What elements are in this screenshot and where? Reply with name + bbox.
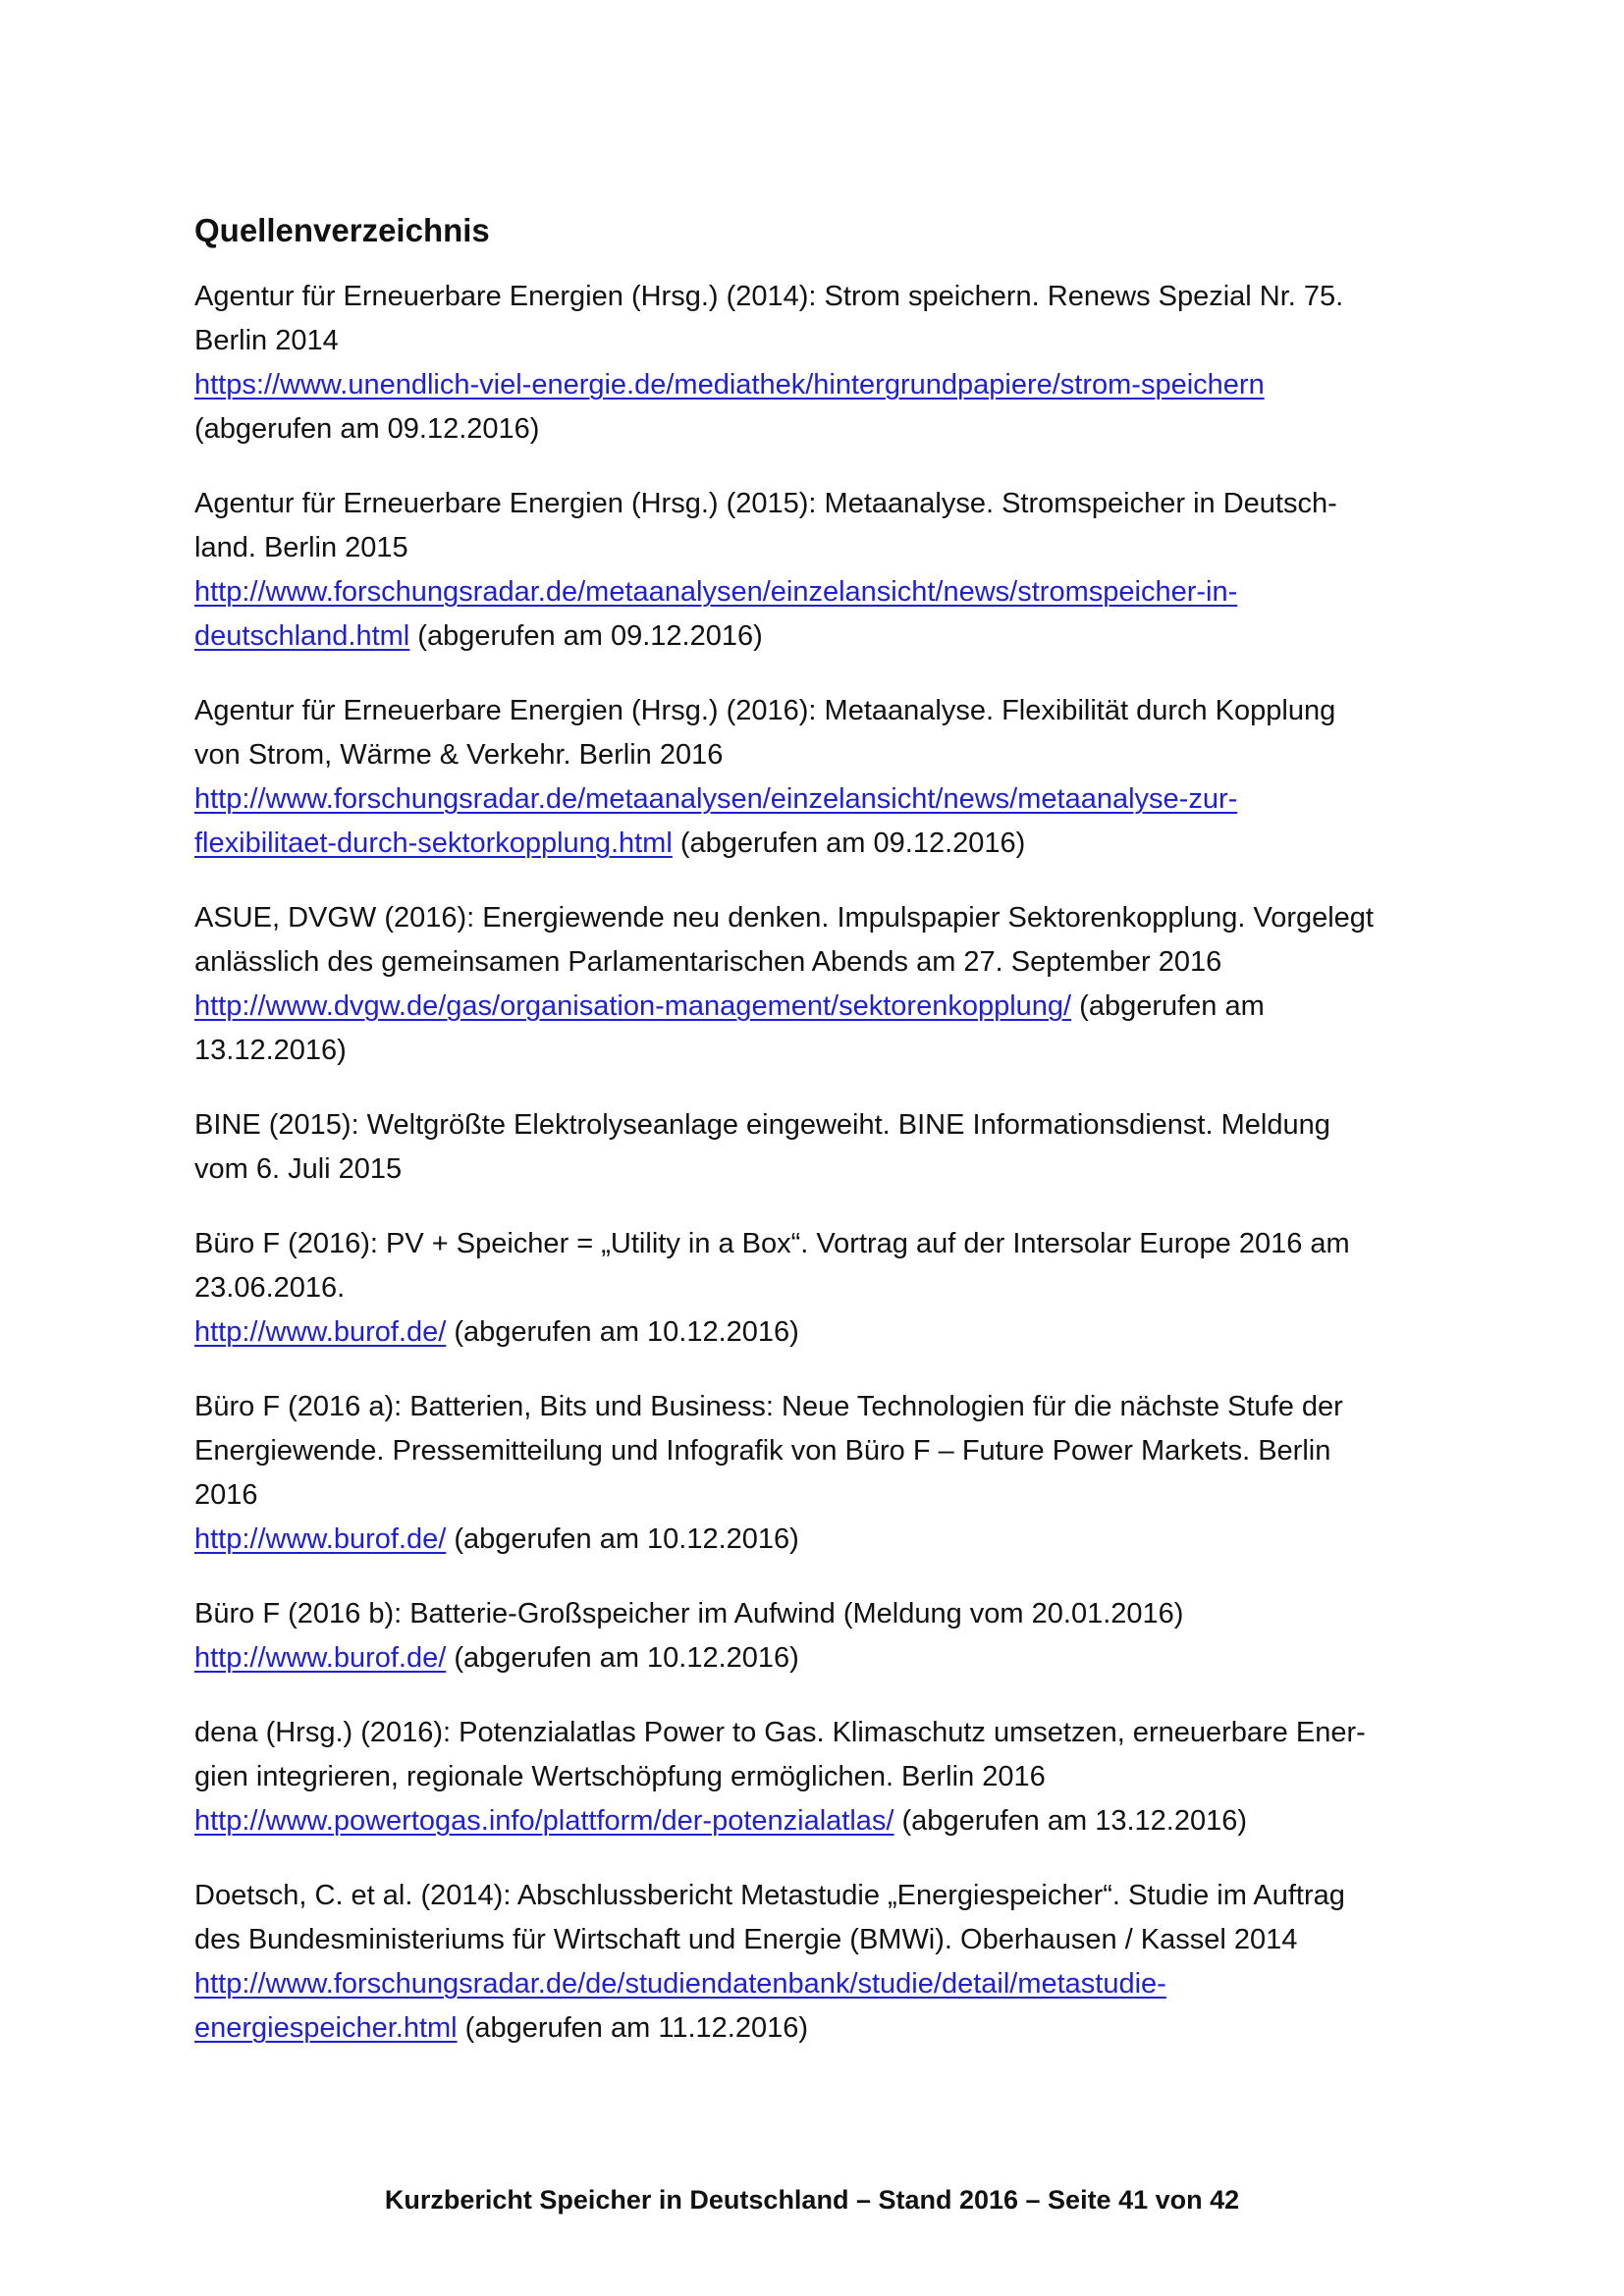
reference-entry — [194, 896, 1441, 1073]
reference-link[interactable]: http://www.forschungsradar.de/metaanalysen/einzelansicht/news/metaanalyse-zur- — [194, 783, 1238, 815]
reference-text: vom 6. Juli 2015 — [194, 1153, 403, 1185]
reference-entry — [194, 1592, 1441, 1681]
reference-entry — [194, 1103, 1441, 1192]
reference-text: anlässlich des gemeinsamen Parlamentarischen Abends am 27. September 2016 — [194, 946, 1222, 978]
retrieved-date: (abgerufen am 09.12.2016) — [194, 413, 540, 445]
reference-link[interactable]: flexibilitaet-durch-sektorkopplung.html — [194, 828, 673, 859]
retrieved-date: (abgerufen am 10.12.2016) — [446, 1642, 799, 1674]
reference-link[interactable]: http://www.dvgw.de/gas/organisation-management/sektorenkopplung/ — [194, 990, 1072, 1022]
reference-link[interactable]: http://www.burof.de/ — [194, 1316, 447, 1348]
reference-entry — [194, 1222, 1441, 1355]
reference-entry — [194, 1711, 1441, 1843]
reference-link[interactable]: http://www.forschungsradar.de/metaanalysen/einzelansicht/news/stromspeicher-in- — [194, 576, 1238, 608]
reference-link[interactable]: http://www.powertogas.info/plattform/der-potenzialatlas/ — [194, 1805, 894, 1837]
reference-text: von Strom, Wärme & Verkehr. Berlin 2016 — [194, 739, 724, 771]
reference-text: Büro F (2016 b): Batterie-Großspeicher im Aufwind (Meldung vom 20.01.2016) — [194, 1598, 1184, 1629]
retrieved-date: (abgerufen am 09.12.2016) — [409, 620, 763, 652]
reference-text: ASUE, DVGW (2016): Energiewende neu denken. Impulspapier Sektorenkopplung. Vorgelegt — [194, 902, 1374, 934]
retrieved-date: (abgerufen am 09.12.2016) — [672, 828, 1026, 859]
reference-text: 23.06.2016. — [194, 1272, 346, 1304]
reference-link[interactable]: http://www.burof.de/ — [194, 1642, 447, 1674]
reference-text: land. Berlin 2015 — [194, 532, 408, 563]
reference-text: Agentur für Erneuerbare Energien (Hrsg.) (2016): Metaanalyse. Flexibilität durch Kopplung — [194, 695, 1336, 726]
reference-text: Büro F (2016): PV + Speicher = „Utility in a Box“. Vortrag auf der Intersolar Europe 2016 am — [194, 1228, 1350, 1259]
retrieved-date: (abgerufen am 10.12.2016) — [446, 1523, 799, 1555]
reference-text: BINE (2015): Weltgrößte Elektrolyseanlage eingeweiht. BINE Informationsdienst. Meldung — [194, 1109, 1330, 1141]
reference-text: Doetsch, C. et al. (2014): Abschlussbericht Metastudie „Energiespeicher“. Studie im Auftrag — [194, 1880, 1345, 1911]
reference-text: 2016 — [194, 1479, 258, 1511]
reference-text: des Bundesministeriums für Wirtschaft und Energie (BMWi). Oberhausen / Kassel 2014 — [194, 1924, 1298, 1955]
reference-entry — [194, 689, 1441, 866]
retrieved-date: (abgerufen am — [1071, 990, 1265, 1022]
retrieved-date: 13.12.2016) — [194, 1035, 347, 1066]
document-page — [194, 208, 1441, 2081]
reference-text: Energiewende. Pressemitteilung und Infografik von Büro F – Future Power Markets. Berlin — [194, 1435, 1331, 1467]
reference-entry — [194, 1874, 1441, 2051]
reference-text: Agentur für Erneuerbare Energien (Hrsg.) (2015): Metaanalyse. Stromspeicher in Deutsch- — [194, 488, 1337, 519]
reference-link[interactable]: http://www.burof.de/ — [194, 1523, 447, 1555]
reference-link[interactable]: energiespeicher.html — [194, 2012, 458, 2044]
page-footer: Kurzbericht Speicher in Deutschland – Stand 2016 – Seite 41 von 42 — [384, 2185, 1240, 2215]
retrieved-date: (abgerufen am 13.12.2016) — [893, 1805, 1247, 1837]
retrieved-date: (abgerufen am 10.12.2016) — [446, 1316, 799, 1348]
reference-link[interactable]: http://www.forschungsradar.de/de/studiendatenbank/studie/detail/metastudie- — [194, 1968, 1166, 2000]
reference-entry — [194, 275, 1441, 452]
reference-text: Berlin 2014 — [194, 325, 339, 356]
reference-entry — [194, 1385, 1441, 1562]
page-title: Quellenverzeichnis — [194, 212, 490, 248]
reference-entry — [194, 482, 1441, 659]
reference-link[interactable]: https://www.unendlich-viel-energie.de/mediathek/hintergrundpapiere/strom-speichern — [194, 369, 1265, 400]
reference-text: gien integrieren, regionale Wertschöpfung ermöglichen. Berlin 2016 — [194, 1761, 1046, 1792]
reference-text: dena (Hrsg.) (2016): Potenzialatlas Power to Gas. Klimaschutz umsetzen, erneuerbare Ener- — [194, 1717, 1366, 1748]
reference-text: Agentur für Erneuerbare Energien (Hrsg.) (2014): Strom speichern. Renews Spezial Nr. 75. — [194, 281, 1344, 312]
retrieved-date: (abgerufen am 11.12.2016) — [457, 2012, 808, 2044]
reference-text: Büro F (2016 a): Batterien, Bits und Business: Neue Technologien für die nächste Stufe der — [194, 1391, 1343, 1422]
reference-link[interactable]: deutschland.html — [194, 620, 410, 652]
